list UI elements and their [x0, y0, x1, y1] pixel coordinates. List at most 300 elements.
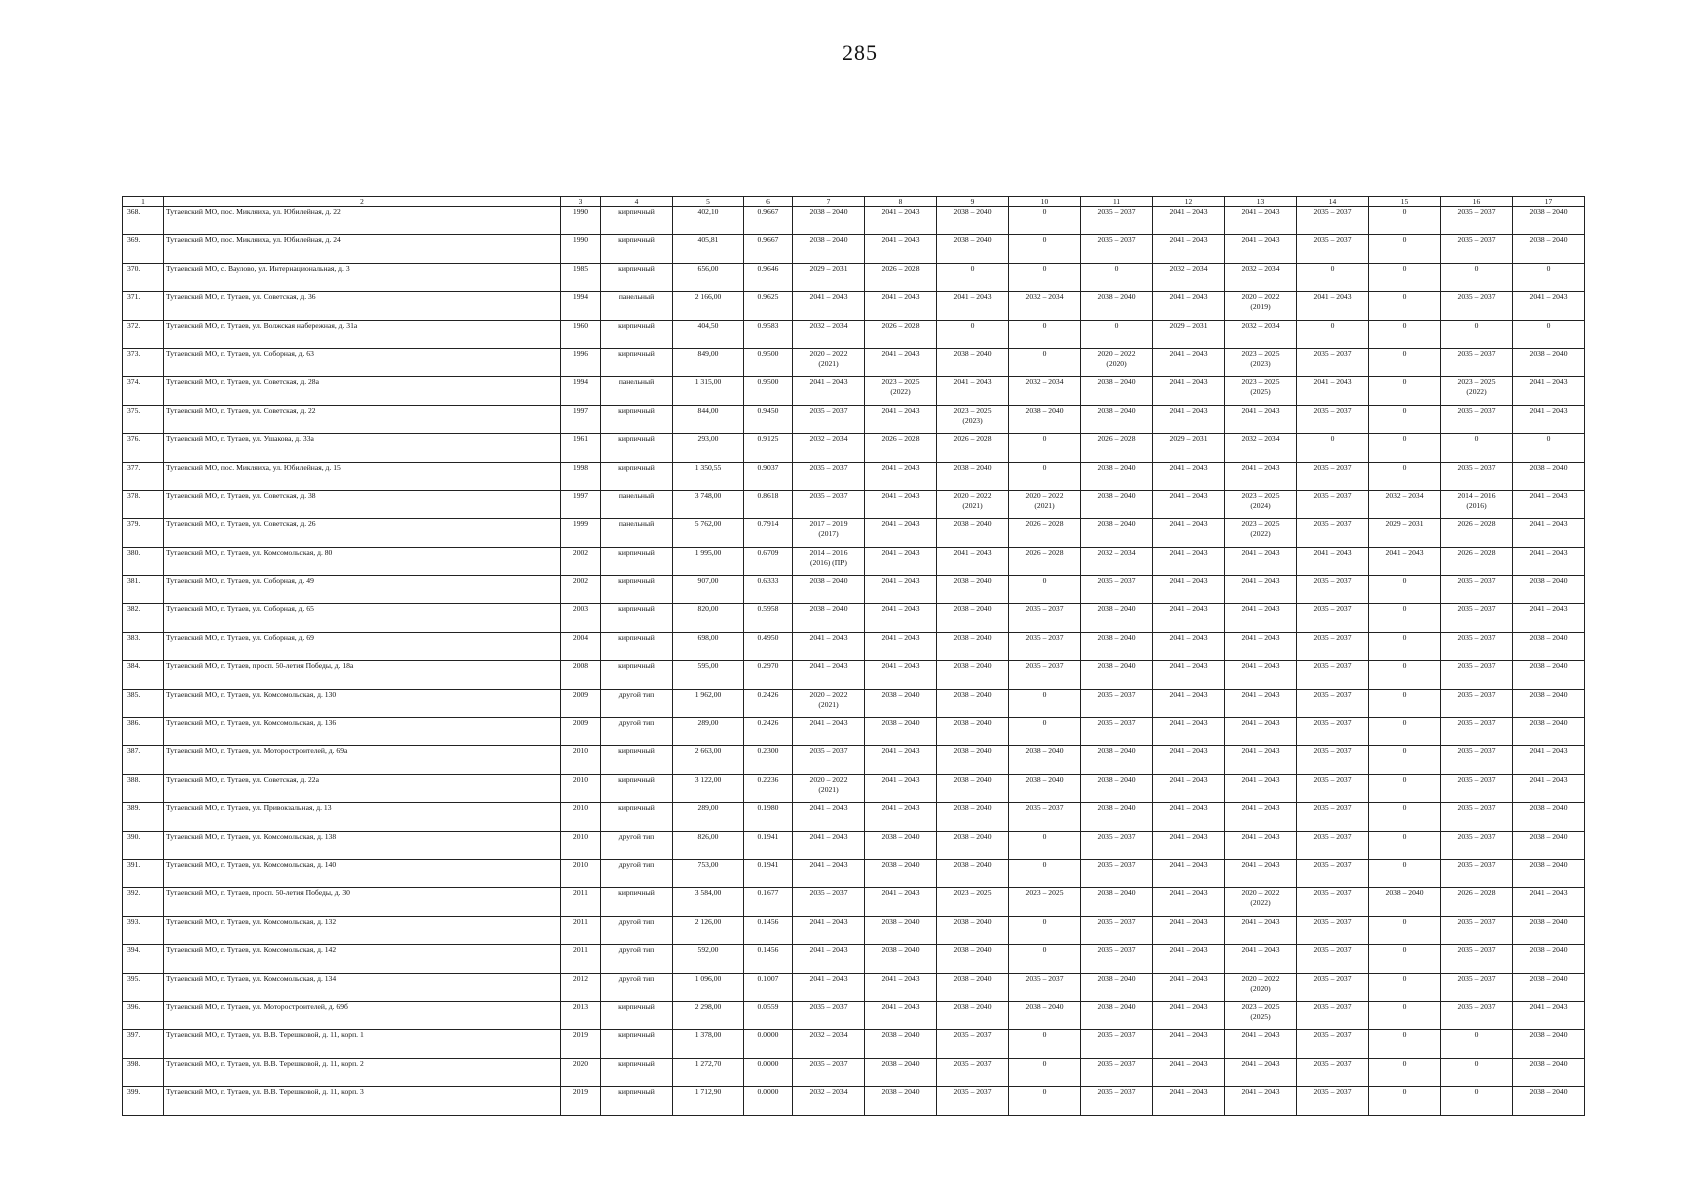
table-cell: 2038 – 2040: [1081, 746, 1153, 774]
table-cell: 0: [1369, 207, 1441, 235]
table-cell: 2026 – 2028: [865, 263, 937, 291]
table-cell: 0: [1369, 859, 1441, 887]
table-cell: 1 350,55: [673, 462, 744, 490]
table-cell: 2038 – 2040: [1513, 632, 1585, 660]
address-cell: Тутаевский МО, г. Тутаев, ул. Комсомольская, д. 138: [164, 831, 561, 859]
table-cell: 2035 – 2037: [1081, 207, 1153, 235]
table-cell: 2038 – 2040: [1081, 888, 1153, 916]
table-cell: 2038 – 2040: [937, 235, 1009, 263]
table-cell: 2035 – 2037: [1441, 604, 1513, 632]
table-cell: 2032 – 2034: [793, 1087, 865, 1115]
table-cell: 2038 – 2040: [937, 803, 1009, 831]
table-cell: 2011: [561, 888, 601, 916]
table-cell: 2032 – 2034: [1081, 547, 1153, 575]
table-cell: 2038 – 2040: [1081, 462, 1153, 490]
address-cell: Тутаевский МО, пос. Микляиха, ул. Юбилейная, д. 22: [164, 207, 561, 235]
table-cell: 907,00: [673, 576, 744, 604]
table-cell: 2035 – 2037: [1297, 348, 1369, 376]
row-number-cell: 392.: [123, 888, 164, 916]
table-cell: 2032 – 2034: [793, 320, 865, 348]
table-cell: 826,00: [673, 831, 744, 859]
table-cell: 849,00: [673, 348, 744, 376]
table-cell: 0: [937, 263, 1009, 291]
table-cell: 2035 – 2037: [1441, 292, 1513, 320]
table-cell: 1997: [561, 405, 601, 433]
row-number-cell: 388.: [123, 774, 164, 802]
column-header-16: 16: [1441, 197, 1513, 207]
table-row: [123, 945, 1585, 973]
table-cell: 0: [937, 320, 1009, 348]
table-cell: 2032 – 2034: [1153, 263, 1225, 291]
table-cell: 0: [1297, 320, 1369, 348]
row-number-cell: 374.: [123, 377, 164, 405]
table-cell: 0.1941: [744, 831, 793, 859]
table-cell: 2038 – 2040: [1513, 859, 1585, 887]
table-cell: 2041 – 2043: [1153, 803, 1225, 831]
table-cell: кирпичный: [601, 1058, 673, 1086]
table-cell: 0.2970: [744, 661, 793, 689]
table-cell: 2041 – 2043: [937, 292, 1009, 320]
table-cell: 2038 – 2040: [937, 689, 1009, 717]
table-cell: 2041 – 2043: [865, 348, 937, 376]
table-cell: 0: [1369, 235, 1441, 263]
table-cell: 0: [1369, 405, 1441, 433]
table-row: [123, 1058, 1585, 1086]
table-cell: 2041 – 2043: [1225, 746, 1297, 774]
table-cell: 0: [1369, 803, 1441, 831]
table-cell: 2038 – 2040: [1513, 207, 1585, 235]
row-number-cell: 372.: [123, 320, 164, 348]
table-cell: 2035 – 2037: [1297, 235, 1369, 263]
table-cell: другой тип: [601, 718, 673, 746]
table-cell: 2041 – 2043: [1513, 604, 1585, 632]
table-cell: 2035 – 2037: [1081, 235, 1153, 263]
address-cell: Тутаевский МО, г. Тутаев, ул. Комсомольская, д. 134: [164, 973, 561, 1001]
table-cell: 404,50: [673, 320, 744, 348]
table-cell: 0: [1009, 1058, 1081, 1086]
table-cell: 2041 – 2043: [1225, 718, 1297, 746]
table-cell: 2 298,00: [673, 1001, 744, 1029]
table-cell: 3 748,00: [673, 490, 744, 518]
table-cell: 2038 – 2040: [1081, 377, 1153, 405]
table-cell: 0: [1369, 576, 1441, 604]
table-cell: 2038 – 2040: [937, 661, 1009, 689]
table-cell: 2041 – 2043: [1153, 859, 1225, 887]
table-cell: 0.7914: [744, 519, 793, 547]
table-cell: 2023 – 2025: [1009, 888, 1081, 916]
table-cell: 2038 – 2040: [865, 916, 937, 944]
table-cell: 0.9667: [744, 207, 793, 235]
table-cell: 0.2236: [744, 774, 793, 802]
table-cell: 2041 – 2043: [865, 547, 937, 575]
table-cell: 2041 – 2043: [865, 632, 937, 660]
table-cell: 2041 – 2043: [1513, 547, 1585, 575]
table-cell: 0.2300: [744, 746, 793, 774]
table-cell: 2 166,00: [673, 292, 744, 320]
table-cell: 0: [1369, 632, 1441, 660]
address-cell: Тутаевский МО, г. Тутаев, просп. 50-летия Победы, д. 30: [164, 888, 561, 916]
table-cell: 0: [1441, 434, 1513, 462]
table-cell: 2035 – 2037: [1441, 689, 1513, 717]
table-cell: 2035 – 2037: [937, 1058, 1009, 1086]
table-cell: кирпичный: [601, 888, 673, 916]
table-cell: 2023 – 2025 (2022): [1441, 377, 1513, 405]
table-cell: другой тип: [601, 689, 673, 717]
row-number-cell: 396.: [123, 1001, 164, 1029]
address-cell: Тутаевский МО, г. Тутаев, ул. Моторостроителей, д. 69б: [164, 1001, 561, 1029]
table-cell: 2038 – 2040: [937, 945, 1009, 973]
table-cell: 1999: [561, 519, 601, 547]
table-cell: 0.4950: [744, 632, 793, 660]
table-cell: 2041 – 2043: [1513, 490, 1585, 518]
table-cell: 2038 – 2040: [793, 604, 865, 632]
table-cell: 2035 – 2037: [793, 1001, 865, 1029]
row-number-cell: 389.: [123, 803, 164, 831]
table-cell: 2010: [561, 746, 601, 774]
table-cell: другой тип: [601, 859, 673, 887]
table-cell: 2035 – 2037: [1297, 831, 1369, 859]
column-header-9: 9: [937, 197, 1009, 207]
table-cell: 0: [1441, 320, 1513, 348]
table-cell: 2029 – 2031: [793, 263, 865, 291]
table-cell: 2035 – 2037: [1297, 576, 1369, 604]
table-cell: 2041 – 2043: [1297, 292, 1369, 320]
address-cell: Тутаевский МО, пос. Микляиха, ул. Юбилейная, д. 24: [164, 235, 561, 263]
table-cell: 2035 – 2037: [1297, 661, 1369, 689]
table-cell: 2029 – 2031: [1153, 320, 1225, 348]
table-cell: 2041 – 2043: [1225, 1030, 1297, 1058]
row-number-cell: 382.: [123, 604, 164, 632]
table-cell: 1 995,00: [673, 547, 744, 575]
table-cell: 2038 – 2040: [1081, 973, 1153, 1001]
table-cell: 0.9667: [744, 235, 793, 263]
table-cell: 2041 – 2043: [1153, 718, 1225, 746]
table-cell: 2035 – 2037: [1081, 945, 1153, 973]
table-cell: 289,00: [673, 718, 744, 746]
address-cell: Тутаевский МО, г. Тутаев, ул. Соборная, д. 49: [164, 576, 561, 604]
table-cell: 2002: [561, 547, 601, 575]
table-cell: 293,00: [673, 434, 744, 462]
table-cell: 2041 – 2043: [1225, 916, 1297, 944]
table-cell: кирпичный: [601, 774, 673, 802]
table-cell: 2035 – 2037: [1009, 661, 1081, 689]
table-cell: 0: [1369, 831, 1441, 859]
table-cell: 2038 – 2040: [1513, 689, 1585, 717]
table-cell: 2038 – 2040: [1009, 746, 1081, 774]
table-cell: 0: [1009, 235, 1081, 263]
table-cell: другой тип: [601, 973, 673, 1001]
table-cell: 2035 – 2037: [1297, 803, 1369, 831]
table-cell: 2002: [561, 576, 601, 604]
table-cell: 2023 – 2025 (2024): [1225, 490, 1297, 518]
row-number-cell: 395.: [123, 973, 164, 1001]
table-cell: 2041 – 2043: [1153, 831, 1225, 859]
table-cell: 2023 – 2025 (2023): [937, 405, 1009, 433]
table-cell: 0: [1009, 718, 1081, 746]
table-row: [123, 405, 1585, 433]
table-cell: 0: [1369, 263, 1441, 291]
table-cell: 2035 – 2037: [1441, 1001, 1513, 1029]
table-cell: 2038 – 2040: [1081, 405, 1153, 433]
table-cell: кирпичный: [601, 405, 673, 433]
table-cell: 2038 – 2040: [1513, 348, 1585, 376]
table-cell: 2041 – 2043: [1369, 547, 1441, 575]
table-cell: 0.9500: [744, 348, 793, 376]
table-cell: 1997: [561, 490, 601, 518]
table-cell: 2041 – 2043: [1225, 945, 1297, 973]
table-cell: 3 584,00: [673, 888, 744, 916]
table-cell: 2035 – 2037: [1441, 973, 1513, 1001]
table-cell: 2041 – 2043: [1225, 689, 1297, 717]
table-cell: 2010: [561, 831, 601, 859]
table-cell: 2041 – 2043: [1297, 377, 1369, 405]
table-cell: 2041 – 2043: [1153, 888, 1225, 916]
table-cell: панельный: [601, 292, 673, 320]
table-cell: 3 122,00: [673, 774, 744, 802]
table-cell: 2035 – 2037: [1441, 462, 1513, 490]
table-cell: 2035 – 2037: [1297, 632, 1369, 660]
table-cell: 2026 – 2028: [1081, 434, 1153, 462]
table-cell: 2010: [561, 859, 601, 887]
address-cell: Тутаевский МО, г. Тутаев, ул. Комсомольская, д. 140: [164, 859, 561, 887]
table-row: [123, 604, 1585, 632]
table-cell: 2041 – 2043: [1513, 519, 1585, 547]
table-cell: 2032 – 2034: [1225, 320, 1297, 348]
table-cell: 2035 – 2037: [1441, 348, 1513, 376]
table-cell: 0.9125: [744, 434, 793, 462]
table-cell: 2041 – 2043: [1513, 888, 1585, 916]
table-cell: 2038 – 2040: [1081, 292, 1153, 320]
table-cell: 2038 – 2040: [937, 632, 1009, 660]
table-cell: 2035 – 2037: [1441, 718, 1513, 746]
table-cell: 2041 – 2043: [937, 377, 1009, 405]
table-cell: 2010: [561, 803, 601, 831]
column-header-11: 11: [1081, 197, 1153, 207]
table-cell: 2038 – 2040: [937, 718, 1009, 746]
column-header-2: 2: [164, 197, 561, 207]
table-cell: 2032 – 2034: [1225, 434, 1297, 462]
table-cell: 2041 – 2043: [1225, 207, 1297, 235]
column-header-10: 10: [1009, 197, 1081, 207]
table-cell: 2038 – 2040: [937, 604, 1009, 632]
table-cell: 753,00: [673, 859, 744, 887]
row-number-cell: 377.: [123, 462, 164, 490]
table-cell: 2041 – 2043: [793, 916, 865, 944]
table-cell: 2041 – 2043: [1153, 746, 1225, 774]
table-cell: 2035 – 2037: [793, 746, 865, 774]
address-cell: Тутаевский МО, г. Тутаев, ул. Комсомольская, д. 136: [164, 718, 561, 746]
table-cell: 2035 – 2037: [1441, 774, 1513, 802]
table-cell: 2035 – 2037: [1009, 604, 1081, 632]
table-cell: 2041 – 2043: [1225, 632, 1297, 660]
table-cell: 2035 – 2037: [1009, 973, 1081, 1001]
table-cell: 0.0000: [744, 1058, 793, 1086]
table-cell: 2041 – 2043: [1153, 916, 1225, 944]
table-cell: 2038 – 2040: [865, 945, 937, 973]
table-row: [123, 462, 1585, 490]
table-cell: 2011: [561, 916, 601, 944]
table-cell: 2041 – 2043: [793, 377, 865, 405]
table-cell: 2035 – 2037: [1297, 1087, 1369, 1115]
table-cell: 595,00: [673, 661, 744, 689]
table-cell: 2041 – 2043: [1225, 235, 1297, 263]
table-cell: 2041 – 2043: [1225, 831, 1297, 859]
column-header-4: 4: [601, 197, 673, 207]
table-cell: 2041 – 2043: [793, 973, 865, 1001]
table-row: [123, 859, 1585, 887]
address-cell: Тутаевский МО, г. Тутаев, ул. Комсомольская, д. 142: [164, 945, 561, 973]
table-cell: 289,00: [673, 803, 744, 831]
table-cell: 2041 – 2043: [865, 462, 937, 490]
table-cell: 2041 – 2043: [865, 774, 937, 802]
table-cell: 0: [1369, 718, 1441, 746]
table-cell: 0.8618: [744, 490, 793, 518]
table-row: [123, 718, 1585, 746]
table-cell: 2041 – 2043: [1153, 207, 1225, 235]
table-row: [123, 803, 1585, 831]
table-cell: 2038 – 2040: [937, 519, 1009, 547]
row-number-cell: 378.: [123, 490, 164, 518]
table-cell: 2035 – 2037: [1081, 859, 1153, 887]
table-cell: 2013: [561, 1001, 601, 1029]
table-cell: 0.9037: [744, 462, 793, 490]
table-cell: 2038 – 2040: [1369, 888, 1441, 916]
table-cell: 2038 – 2040: [793, 576, 865, 604]
table-cell: 1 378,00: [673, 1030, 744, 1058]
table-row: [123, 1030, 1585, 1058]
table-cell: 0.1007: [744, 973, 793, 1001]
table-cell: 0: [1369, 320, 1441, 348]
table-cell: 2035 – 2037: [1297, 207, 1369, 235]
table-cell: 2038 – 2040: [1513, 1030, 1585, 1058]
table-cell: 2041 – 2043: [1153, 774, 1225, 802]
table-cell: 2038 – 2040: [1513, 1058, 1585, 1086]
table-header-row: [123, 197, 1585, 207]
table-row: [123, 519, 1585, 547]
table-cell: 2035 – 2037: [1441, 746, 1513, 774]
column-header-3: 3: [561, 197, 601, 207]
table-cell: 2041 – 2043: [1153, 462, 1225, 490]
table-cell: кирпичный: [601, 462, 673, 490]
table-row: [123, 689, 1585, 717]
table-cell: 2041 – 2043: [1513, 1001, 1585, 1029]
table-cell: 2010: [561, 774, 601, 802]
table-cell: 2038 – 2040: [937, 916, 1009, 944]
table-cell: 2026 – 2028: [1441, 547, 1513, 575]
row-number-cell: 373.: [123, 348, 164, 376]
table-cell: 2041 – 2043: [1153, 661, 1225, 689]
address-cell: Тутаевский МО, г. Тутаев, ул. Советская, д. 28а: [164, 377, 561, 405]
row-number-cell: 391.: [123, 859, 164, 887]
table-cell: 0: [1369, 746, 1441, 774]
table-cell: 2041 – 2043: [865, 405, 937, 433]
table-cell: 2035 – 2037: [1297, 1001, 1369, 1029]
table-cell: 0: [1369, 462, 1441, 490]
table-cell: 0: [1441, 1058, 1513, 1086]
table-cell: 1 315,00: [673, 377, 744, 405]
table-cell: 2041 – 2043: [1513, 405, 1585, 433]
table-cell: 2041 – 2043: [1513, 774, 1585, 802]
table-cell: 2041 – 2043: [1513, 292, 1585, 320]
table-cell: 2041 – 2043: [1153, 1030, 1225, 1058]
table-cell: 405,81: [673, 235, 744, 263]
table-cell: 2019: [561, 1087, 601, 1115]
table-row: [123, 235, 1585, 263]
table-cell: 0: [1009, 859, 1081, 887]
table-cell: 0: [1009, 1087, 1081, 1115]
table-cell: 2032 – 2034: [1369, 490, 1441, 518]
table-cell: 2041 – 2043: [1225, 462, 1297, 490]
table-cell: 2041 – 2043: [865, 746, 937, 774]
table-cell: 2041 – 2043: [1153, 405, 1225, 433]
table-cell: кирпичный: [601, 1001, 673, 1029]
table-row: [123, 292, 1585, 320]
table-cell: 0.0559: [744, 1001, 793, 1029]
table-cell: 2038 – 2040: [1513, 718, 1585, 746]
address-cell: Тутаевский МО, г. Тутаев, ул. Соборная, д. 69: [164, 632, 561, 660]
row-number-cell: 398.: [123, 1058, 164, 1086]
table-cell: 0: [1369, 1058, 1441, 1086]
table-cell: 2041 – 2043: [1153, 632, 1225, 660]
table-cell: 1994: [561, 377, 601, 405]
table-cell: 0: [1009, 348, 1081, 376]
table-row: [123, 348, 1585, 376]
table-cell: 2041 – 2043: [937, 547, 1009, 575]
table-cell: 2041 – 2043: [793, 661, 865, 689]
table-cell: 2003: [561, 604, 601, 632]
table-cell: 2020 – 2022 (2021): [793, 348, 865, 376]
address-cell: Тутаевский МО, г. Тутаев, ул. Ушакова, д. 33а: [164, 434, 561, 462]
table-cell: 2023 – 2025 (2025): [1225, 377, 1297, 405]
table-cell: 2035 – 2037: [937, 1030, 1009, 1058]
table-row: [123, 576, 1585, 604]
table-row: [123, 547, 1585, 575]
table-cell: 0: [1009, 462, 1081, 490]
table-cell: 0: [1009, 916, 1081, 944]
table-cell: 2035 – 2037: [937, 1087, 1009, 1115]
column-header-17: 17: [1513, 197, 1585, 207]
table-cell: 5 762,00: [673, 519, 744, 547]
table-cell: 0: [1441, 1030, 1513, 1058]
table-cell: 0: [1369, 434, 1441, 462]
table-cell: 2038 – 2040: [937, 1001, 1009, 1029]
table-cell: 2038 – 2040: [1513, 661, 1585, 689]
table-cell: 2035 – 2037: [1441, 859, 1513, 887]
table-cell: 2038 – 2040: [865, 1058, 937, 1086]
table-cell: 2041 – 2043: [865, 973, 937, 1001]
table-cell: 0.6333: [744, 576, 793, 604]
table-cell: 0.0000: [744, 1087, 793, 1115]
table-cell: 0: [1009, 689, 1081, 717]
table-cell: 1985: [561, 263, 601, 291]
table-cell: кирпичный: [601, 604, 673, 632]
table-cell: 2035 – 2037: [1297, 888, 1369, 916]
table-cell: 2032 – 2034: [793, 1030, 865, 1058]
table-cell: 0: [1009, 945, 1081, 973]
table-cell: 2008: [561, 661, 601, 689]
table-cell: 2038 – 2040: [937, 859, 1009, 887]
table-cell: 0: [1513, 263, 1585, 291]
table-cell: 0: [1297, 263, 1369, 291]
table-cell: 0: [1369, 689, 1441, 717]
table-cell: 2038 – 2040: [1081, 661, 1153, 689]
table-cell: 2038 – 2040: [1009, 1001, 1081, 1029]
table-cell: 0: [1009, 1030, 1081, 1058]
row-number-cell: 368.: [123, 207, 164, 235]
table-cell: 2041 – 2043: [793, 718, 865, 746]
table-cell: 2020 – 2022 (2021): [1009, 490, 1081, 518]
table-cell: 0.1456: [744, 945, 793, 973]
